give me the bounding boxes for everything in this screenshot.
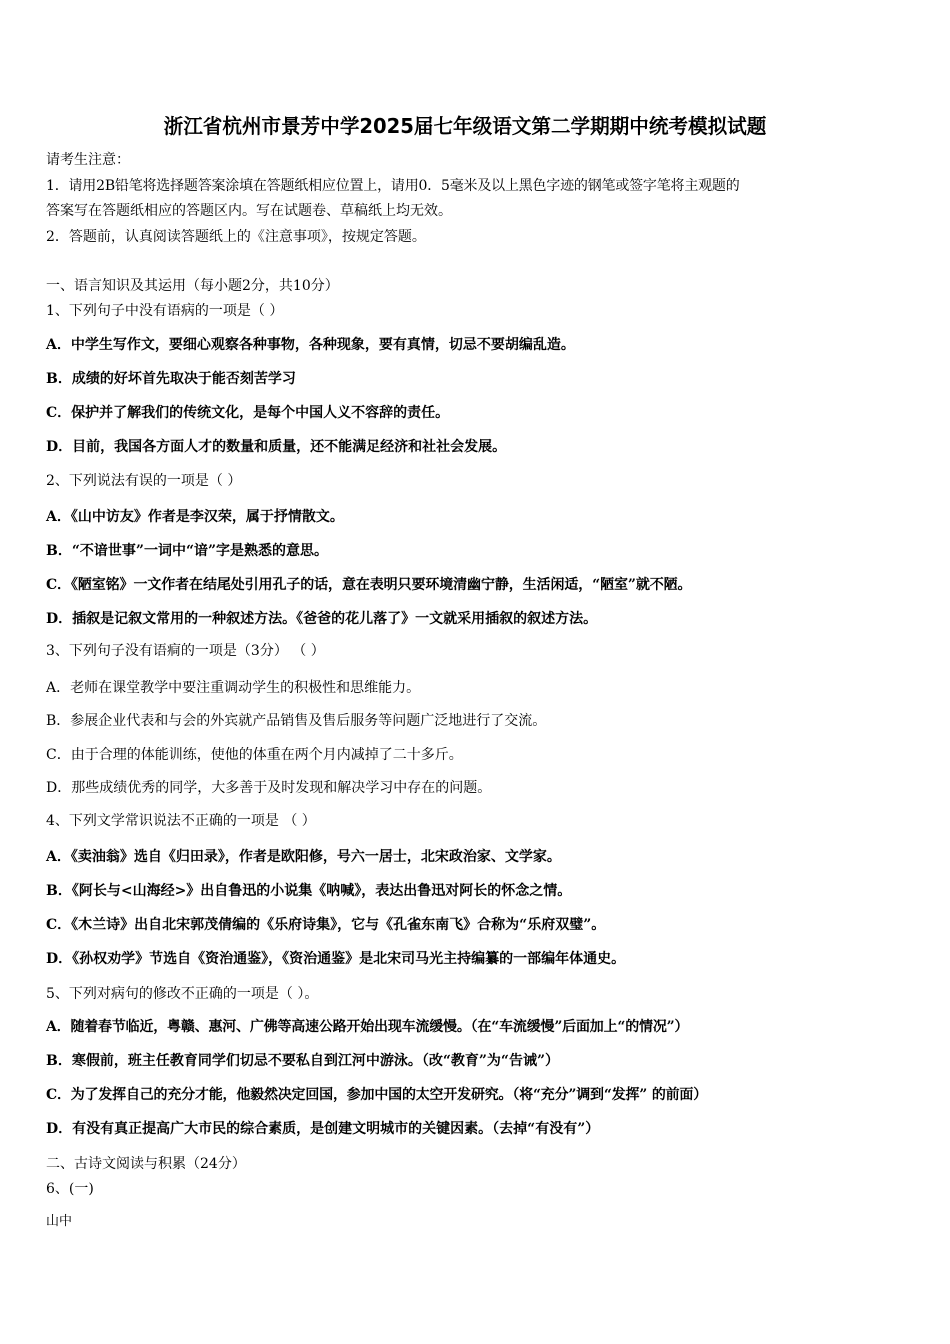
question-4-option-b: B．《阿长与<山海经>》出自鲁迅的小说集《呐喊》，表达出鲁迅对阿长的怀念之情。 xyxy=(46,883,572,899)
question-1-stem: 1、下列句子中没有语病的一项是（ ） xyxy=(46,303,284,319)
question-2-option-d: D．插叙是记叙文常用的一种叙述方法。《爸爸的花儿落了》一文就采用插叙的叙述方法。 xyxy=(46,611,598,627)
question-1-option-a: A．中学生写作文，要细心观察各种事物，各种现象，要有真情，切忌不要胡编乱造。 xyxy=(46,337,575,353)
poem-title: 山中 xyxy=(46,1214,73,1229)
question-3-stem: 3、下列句子没有语痌的一项是（3分） （ ） xyxy=(46,643,325,659)
question-2-option-c: C．《陋室铭》一文作者在结尾处引用孔子的话，意在表明只要环境清幽宁静，生活闲适，“陋室”就不陋。 xyxy=(46,577,692,593)
question-2-option-a: A．《山中访友》作者是李汉荣，属于抒情散文。 xyxy=(46,509,344,525)
question-3-option-b: B．参展企业代表和与会的外宾就产品销售及售后服务等问题广泛地进行了交流。 xyxy=(46,713,547,729)
question-5-option-b: B．寒假前，班主任教育同学们切忌不要私自到江河中游泳。（改“教育”为“告诫”） xyxy=(46,1053,560,1069)
document-title: 浙江省杭州市景芳中学2025届七年级语文第二学期期中统考模拟试题 xyxy=(163,114,767,138)
notice-item-1-line-2: 答案写在答题纸相应的答题区内。写在试题卷、草稿纸上均无效。 xyxy=(46,203,452,219)
question-3-option-d: D．那些成绩优秀的同学，大多善于及时发现和解决学习中存在的问题。 xyxy=(46,780,492,796)
question-5-option-a: A．随着春节临近，粤赣、惠河、广佛等高速公路开始出现车流缓慢。（在“车流缓慢”后面加上“的情况”） xyxy=(46,1019,689,1035)
section-2-heading: 二、古诗文阅读与积累（24分） xyxy=(46,1156,246,1172)
question-4-option-a: A．《卖油翁》选自《归田录》，作者是欧阳修，号六一居士，北宋政治家、文学家。 xyxy=(46,849,561,865)
notice-heading: 请考生注意： xyxy=(46,152,130,168)
section-1-heading: 一、语言知识及其运用（每小题2分，共10分） xyxy=(46,278,339,294)
question-4-option-d: D．《孙权劝学》节选自《资治通鉴》，《资治通鉴》是北宋司马光主持编纂的一部编年体通史。 xyxy=(46,951,626,967)
question-1-option-b: B．成绩的好坏首先取决于能否刻苦学习 xyxy=(46,371,296,387)
question-5-option-d: D．有没有真正提高广大市民的综合素质，是创建文明城市的关键因素。（去掉“有没有”） xyxy=(46,1121,600,1137)
question-3-option-a: A．老师在课堂教学中要注重调动学生的积极性和思维能力。 xyxy=(46,680,421,696)
question-1-option-c: C．保护并了解我们的传统文化，是每个中国人义不容辞的责任。 xyxy=(46,405,450,421)
question-5-option-c: C．为了发挥自己的充分才能，他毅然决定回国，参加中国的太空开发研究。（将“充分”调到“发挥” 的前面） xyxy=(46,1087,708,1103)
notice-item-1-line-1: 1．请用2B铅笔将选择题答案涂填在答题纸相应位置上，请用0．5毫米及以上黑色字迹的钢笔或签字笔将主观题的 xyxy=(46,178,740,194)
question-4-stem: 4、下列文学常识说法不正确的一项是 （ ） xyxy=(46,813,316,829)
question-6-stem: 6、(一) xyxy=(46,1181,94,1197)
question-2-option-b: B．“不谙世事”一词中“谙”字是熟悉的意思。 xyxy=(46,543,329,559)
question-1-option-d: D．目前，我国各方面人才的数量和质量，还不能满足经济和社社会发展。 xyxy=(46,439,507,455)
question-5-stem: 5、下列对病句的修改不正确的一项是（ ）。 xyxy=(46,986,319,1002)
question-3-option-c: C．由于合理的体能训练，使他的体重在两个月内减掉了二十多斤。 xyxy=(46,747,463,763)
notice-item-2: 2．答题前，认真阅读答题纸上的《注意事项》，按规定答题。 xyxy=(46,229,426,245)
question-2-stem: 2、下列说法有误的一项是（ ） xyxy=(46,473,242,489)
question-4-option-c: C．《木兰诗》出自北宋郭茂倩编的《乐府诗集》，它与《孔雀东南飞》合称为“乐府双璧”。 xyxy=(46,917,606,933)
